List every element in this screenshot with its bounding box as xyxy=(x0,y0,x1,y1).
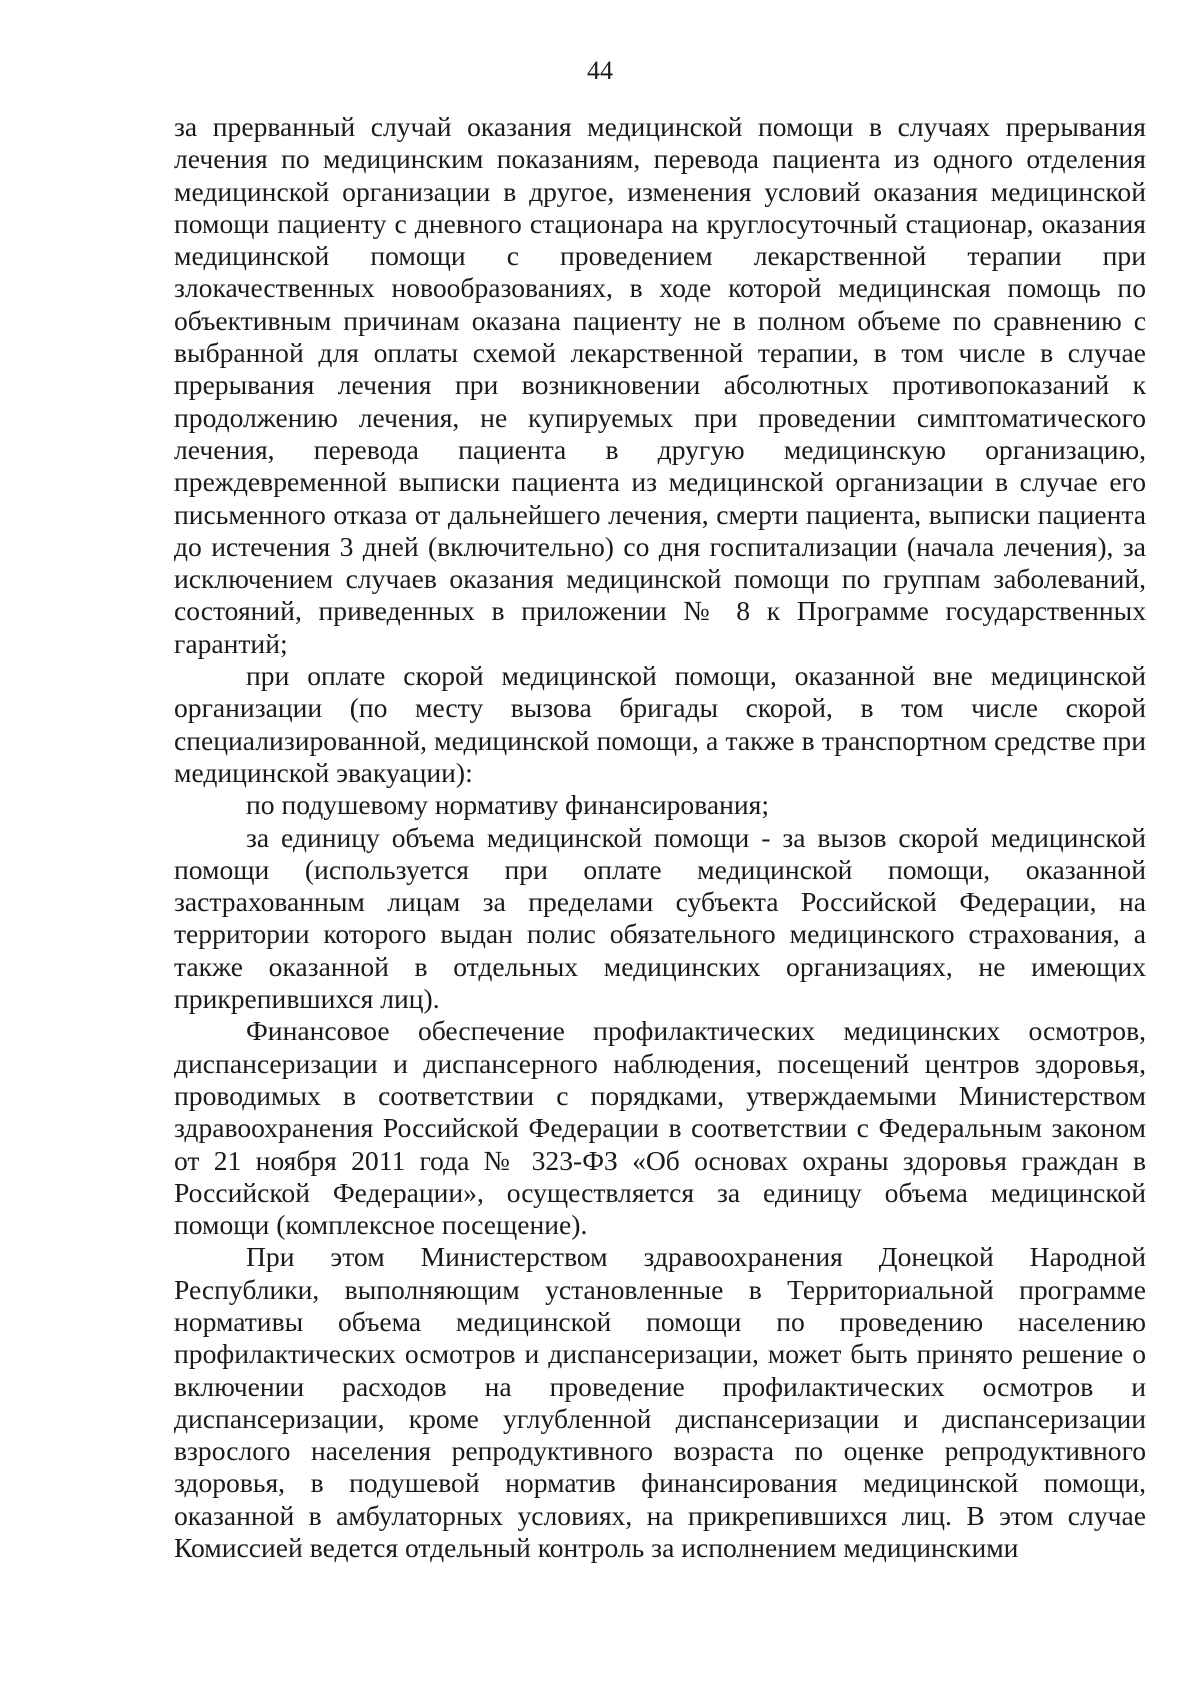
paragraph-interrupted-case: за прерванный случай оказания медицинской помощи в случаях прерывания лечения по медицинским показаниям, перевода пациента из одного отделения медицинской организации в другое, изменения условий оказания медицинской помощи пациенту с дневного стационара на круглосуточный стационар, оказания медицинской помощи с проведением лекарственной терапии при злокачественных новообразованиях, в ходе которой медицинская помощь по объективным причинам оказана пациенту не в полном объеме по сравнению с выбранной для оплаты схемой лекарственной терапии, в том числе в случае прерывания лечения при возникновении абсолютных противопоказаний к продолжению лечения, не купируемых при проведении симптоматического лечения, перевода пациента в другую медицинскую организацию, преждевременной выписки пациента из медицинской организации в случае его письменного отказа от дальнейшего лечения, смерти пациента, выписки пациента до истечения 3 дней (включительно) со дня госпитализации (начала лечения), за исключением случаев оказания медицинской помощи по группам заболеваний, состояний, приведенных в приложении № 8 к Программе государственных гарантий; xyxy=(174,111,1146,659)
paragraph-preventive-financing: Финансовое обеспечение профилактических медицинских осмотров, диспансеризации и диспансерного наблюдения, посещений центров здоровья, проводимых в соответствии с порядками, утверждаемыми Министерством здравоохранения Российской Федерации в соответствии с Федеральным законом от 21 ноября 2011 года № 323-ФЗ «Об основах охраны здоровья граждан в Российской Федерации», осуществляется за единицу объема медицинской помощи (комплексное посещение). xyxy=(174,1015,1146,1241)
document-body xyxy=(174,111,1146,1564)
paragraph-ministry-decision: При этом Министерством здравоохранения Донецкой Народной Республики, выполняющим установленные в Территориальной программе нормативы объема медицинской помощи по проведению населению профилактических осмотров и диспансеризации, может быть принято решение о включении расходов на проведение профилактических осмотров и диспансеризации, кроме углубленной диспансеризации и диспансеризации взрослого населения репродуктивного возраста по оценке репродуктивного здоровья, в подушевой норматив финансирования медицинской помощи, оказанной в амбулаторных условиях, на прикрепившихся лиц. В этом случае Комиссией ведется отдельный контроль за исполнением медицинскими xyxy=(174,1241,1146,1564)
paragraph-per-call-unit: за единицу объема медицинской помощи - за вызов скорой медицинской помощи (используется при оплате медицинской помощи, оказанной застрахованным лицам за пределами субъекта Российской Федерации, на территории которого выдан полис обязательного медицинского страхования, а также оказанной в отдельных медицинских организациях, не имеющих прикрепившихся лиц). xyxy=(174,821,1146,1015)
page-number: 44 xyxy=(587,56,613,85)
paragraph-emergency-payment: при оплате скорой медицинской помощи, оказанной вне медицинской организации (по месту вызова бригады скорой, в том числе скорой специализированной, медицинской помощи, а также в транспортном средстве при медицинской эвакуации): xyxy=(174,660,1146,788)
paragraph-per-capita-norm: по подушевому нормативу финансирования; xyxy=(246,789,770,821)
